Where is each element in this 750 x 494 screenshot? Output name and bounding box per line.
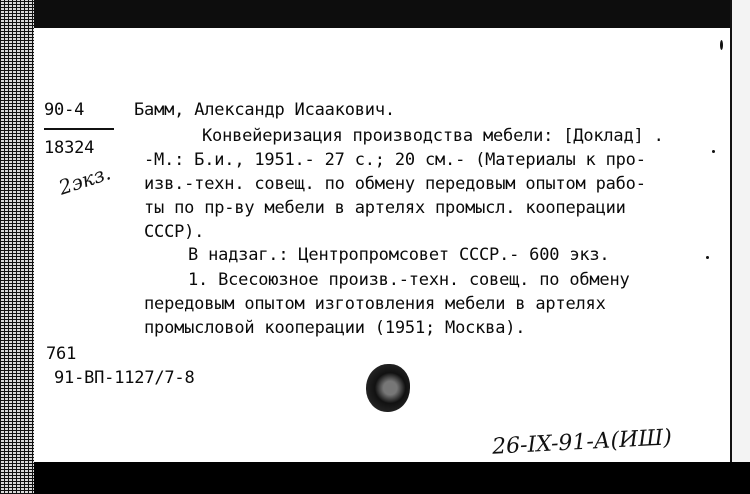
subject-line-1: 1. Всесоюзное произв.-техн. совещ. по обмену xyxy=(188,270,630,290)
subject-line-3: промысловой кооперации (1951; Москва). xyxy=(144,318,526,338)
scan-border-bottom xyxy=(34,462,750,494)
handwritten-copies-note: 2экз. xyxy=(55,160,114,200)
scan-speck xyxy=(712,150,715,153)
description-line-4: СССР). xyxy=(144,222,205,242)
author-heading: Бамм, Александр Исаакович. xyxy=(134,100,395,120)
description-line-3: ты по пр-ву мебели в артелях промысл. кооперации xyxy=(144,198,626,218)
call-number-divider xyxy=(44,128,114,130)
description-line-2: изв.-техн. совещ. по обмену передовым опытом рабо- xyxy=(144,174,646,194)
library-stamp xyxy=(366,364,410,412)
scan-speck xyxy=(706,256,709,259)
card-number: 91-ВП-1127/7-8 xyxy=(54,368,195,388)
scan-border-left xyxy=(0,0,34,494)
description-line-1: -М.: Б.и., 1951.- 27 с.; 20 см.- (Материалы к про- xyxy=(144,150,646,170)
scan-border-top xyxy=(0,0,750,28)
index-code: 761 xyxy=(46,344,77,364)
title-line: Конвейеризация производства мебели: [Доклад] . xyxy=(202,126,664,146)
subject-line-2: передовым опытом изготовления мебели в артелях xyxy=(144,294,606,314)
call-number-bottom: 18324 xyxy=(44,138,95,158)
note-line: В надзаг.: Центропромсовет СССР.- 600 экз. xyxy=(188,245,610,265)
scan-speck xyxy=(720,40,723,50)
handwritten-date-note: 26-IX-91-А(ИШ) xyxy=(491,425,673,460)
call-number-top: 90-4 xyxy=(44,100,85,120)
scan-border-right xyxy=(730,0,750,494)
